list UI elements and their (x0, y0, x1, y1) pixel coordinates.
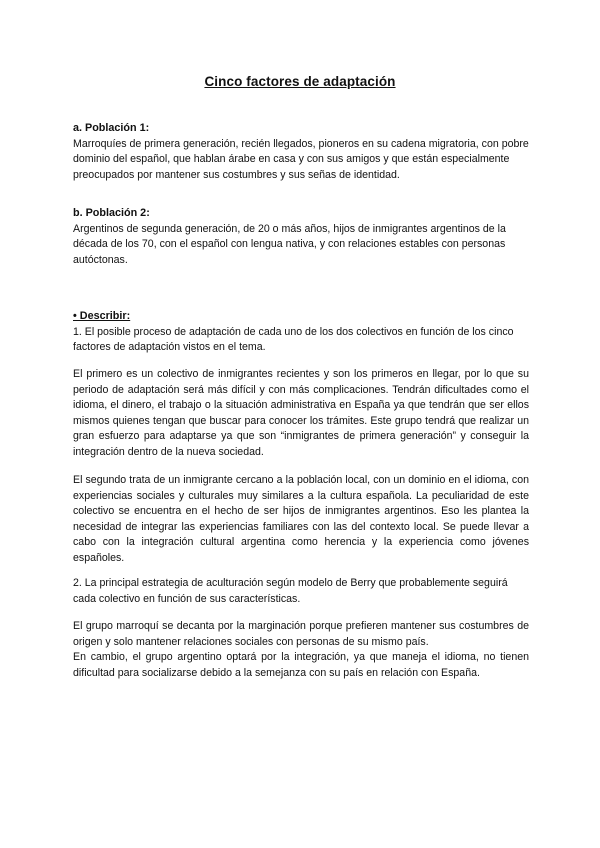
document-title: Cinco factores de adaptación (204, 74, 396, 89)
describe-heading: • Describir: (73, 310, 131, 322)
question-2-block (73, 576, 529, 607)
question-1: 1. El posible proceso de adaptación de cada uno de los dos colectivos en función de los cinco factores de adaptación vistos en el tema. (73, 325, 514, 354)
population-1-heading: a. Población 1: (73, 122, 150, 134)
population-1-text: Marroquíes de primera generación, recién llegados, pioneros en su cadena migratoria, con pobre dominio del español, que hablan árabe en casa y con sus amigos y que están especialmente preocupados por mantener sus costumbres y sus señas de identidad. (73, 137, 529, 181)
question-2: 2. La principal estrategia de aculturación según modelo de Berry que probablemente seguirá cada colectivo en función de sus características. (73, 577, 508, 605)
population-2-heading: b. Población 2: (73, 207, 150, 219)
answer-2-paragraph-2: En cambio, el grupo argentino optará por la integración, ya que maneja el idioma, no tienen dificultad para socializarse debido a la semejanza con su país en relación con España. (73, 651, 529, 679)
answer-1-paragraph-2 (73, 473, 529, 567)
answer-2-block (73, 619, 529, 681)
population-2-section (73, 206, 529, 268)
answer-2-paragraph-1: El grupo marroquí se decanta por la marginación porque prefieren mantener sus costumbres de origen y solo mantener relaciones sociales con personas de su mismo país. (73, 620, 529, 648)
answer-1-paragraph-2-text: El segundo trata de un inmigrante cercano a la población local, con un dominio en el idioma, con experiencias sociales y culturales muy similares a la cultura española. La peculiaridad de este colectivo se encuentra en el hecho de ser hijos de inmigrantes argentinos. Eso les plantea la necesidad de integrar las experiencias familiares con las del contexto local. Se puede llevar a cabo con la integración cultural argentina como herencia y la experiencia como jóvenes españoles. (73, 474, 529, 564)
population-2-text: Argentinos de segunda generación, de 20 o más años, hijos de inmigrantes argentinos de la década de los 70, con el español con lengua nativa, y con relaciones estables con personas autóctonas. (73, 222, 506, 266)
answer-1-paragraph-1 (73, 367, 529, 461)
describe-section (73, 309, 529, 356)
answer-1-paragraph-1-text: El primero es un colectivo de inmigrantes recientes y son los primeros en llegar, por lo que su periodo de adaptación será más difícil y con más complicaciones. Tendrán dificultades como el idioma, el dinero, el trabajo o la situación administrativa en España ya que tendrán que ser ellos mismos quienes tengan que buscar para conocer los trámites. Este grupo tendrá que realizar un gran esfuerzo para adaptarse ya que son “inmigrantes de primera generación” y conseguir la integración dentro de la nueva sociedad. (73, 368, 529, 458)
population-1-section (73, 121, 529, 183)
